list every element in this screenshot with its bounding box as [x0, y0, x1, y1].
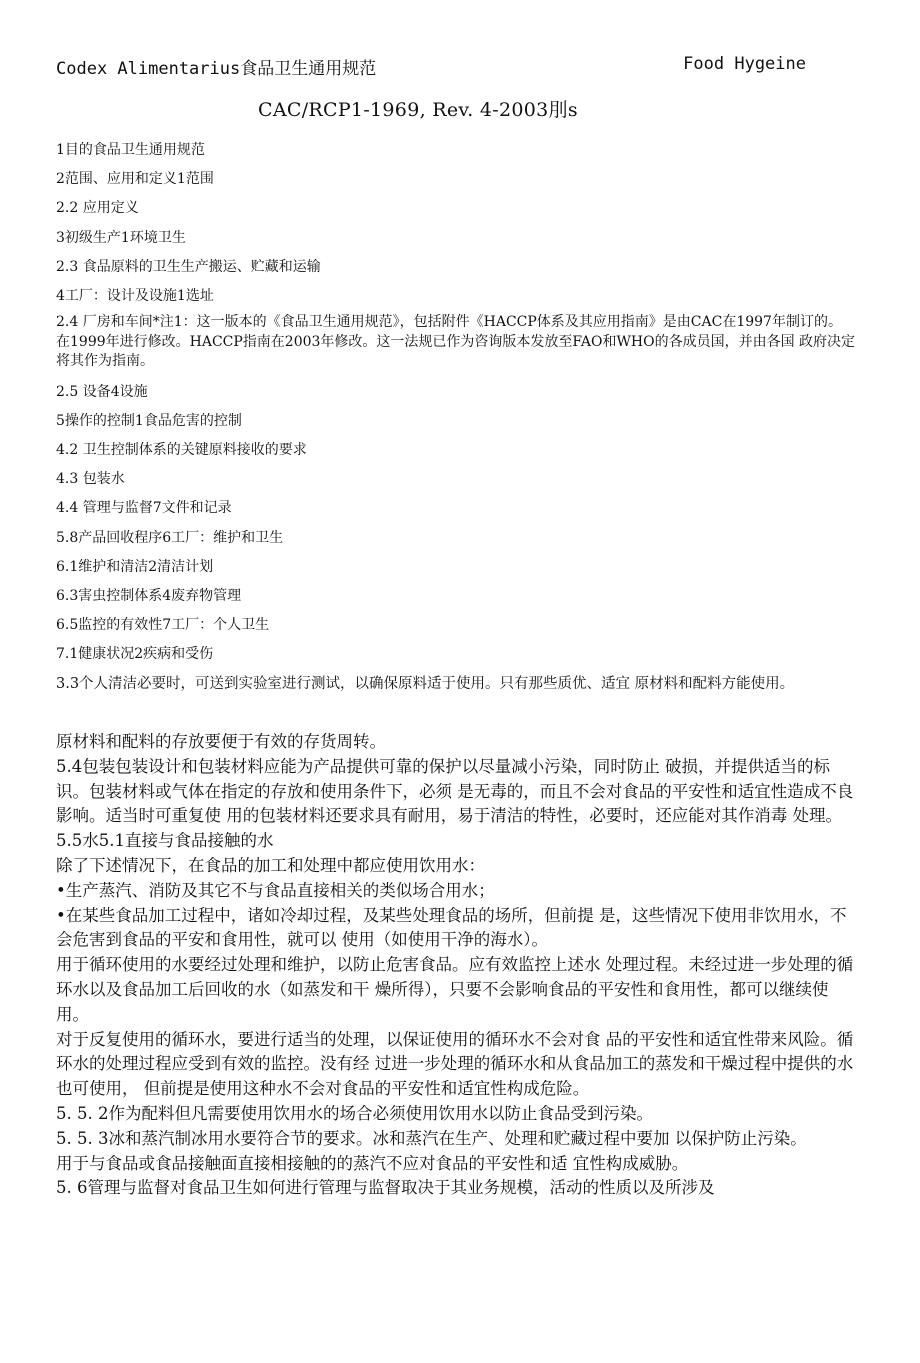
toc-item: 2范围、应用和定义1范围: [56, 171, 214, 188]
body-paragraph: 5. 5. 2作为配料但凡需要使用饮用水的场合必须使用饮用水以防止食品受到污染。: [56, 1103, 653, 1123]
toc-item: 4.3 包装水: [56, 471, 125, 488]
header-right-title: Food Hygeine: [683, 54, 806, 74]
toc-item: 4.4 管理与监督7文件和记录: [56, 500, 232, 517]
body-paragraph: 5.5水5.1直接与食品接触的水: [56, 831, 274, 851]
toc-item: 6.5监控的有效性7工厂：个人卫生: [56, 617, 270, 634]
body-text: [56, 730, 856, 1201]
toc-item: 5操作的控制1食品危害的控制: [56, 412, 242, 429]
footnote-paragraph: 2.4 厂房和车间*注1：这一版本的《食品卫生通用规范》，包括附件《HACCP体系及其应用指南》是由CAC在1997年制订的。 在1999年进行修改。HACCP指南在2003年修改。这一法规已作为咨询版本发放至FAO和WHO的各成员国，并由各国 政府决定将其作为指南。: [56, 314, 856, 370]
toc-item: 4.2 卫生控制体系的关键原料接收的要求: [56, 442, 307, 458]
body-paragraph: 除了下述情况下，在食品的加工和处理中都应使用饮用水：: [56, 855, 485, 875]
body-paragraph: 5. 6管理与监督对食品卫生如何进行管理与监督取决于其业务规模，活动的性质以及所涉及: [56, 1178, 715, 1198]
toc-item: 5.8产品回收程序6工厂：维护和卫生: [56, 529, 284, 546]
toc-item: 2.2 应用定义: [56, 200, 139, 217]
toc-item: 3初级生产1环境卫生: [56, 229, 186, 246]
toc-item: 1目的食品卫生通用规范: [56, 142, 205, 158]
body-paragraph: 用于与食品或食品接触面直接相接触的的蒸汽不应对食品的平安性和适 宜性构成威胁。: [56, 1153, 689, 1173]
toc-item: 6.1维护和清洁2清洁计划: [56, 558, 214, 575]
document-code: CAC/RCP1-1969, Rev. 4-2003刖s: [258, 99, 578, 121]
body-paragraph: 5.4包装包装设计和包装材料应能为产品提供可靠的保护以尽量减小污染，同时防止 破损，并提供适当的标识。包装材料或气体在指定的存放和使用条件下，必须 是无毒的，而且不会对食品的平安性和适宜性造成不良影响。适当时可重复使 用的包装材料还要求具有耐用，易于清洁的特性，必要时，还应能对其作消毒 处理。: [56, 756, 854, 826]
header-left-title: Codex Alimentarius食品卫生通用规范: [56, 59, 377, 79]
bullet-item: •生产蒸汽、消防及其它不与食品直接相关的类似场合用水；: [56, 880, 495, 900]
table-of-contents: [56, 140, 856, 705]
toc-item: 2.5 设备4设施: [56, 383, 148, 400]
toc-item: 7.1健康状况2疾病和受伤: [56, 646, 214, 663]
intro-paragraph: 3.3个人清洁必要时，可送到实验室进行测试，以确保原料适于使用。只有那些质优、适宜 原材料和配料方能使用。: [56, 675, 795, 692]
body-paragraph: 原材料和配料的存放要便于有效的存货周转。: [56, 732, 386, 751]
page-header: [56, 54, 806, 82]
body-paragraph: 5. 5. 3冰和蒸汽制冰用水要符合节的要求。冰和蒸汽在生产、处理和贮藏过程中要加 以保护防止污染。: [56, 1128, 807, 1148]
body-paragraph: 用于循环使用的水要经过处理和维护，以防止危害食品。应有效监控上述水 处理过程。未经过进一步处理的循环水以及食品加工后回收的水（如蒸发和干 燥所得），只要不会影响食品的平安性和食用性，都可以继续使用。: [56, 955, 854, 1024]
toc-item: 4工厂：设计及设施1选址: [56, 287, 214, 304]
toc-item: 6.3害虫控制体系4废弃物管理: [56, 587, 242, 604]
toc-item: 2.3 食品原料的卫生生产搬运、贮藏和运输: [56, 258, 321, 275]
body-paragraph: 对于反复使用的循环水，要进行适当的处理，以保证使用的循环水不会对食 品的平安性和适宜性带来风险。循环水的处理过程应受到有效的监控。没有经 过进一步处理的循环水和从食品加工的蒸发和干燥过程中提供的水也可使用， 但前提是使用这种水不会对食品的平安性和适宜性构成危险。: [56, 1029, 854, 1099]
bullet-item: •在某些食品加工过程中，诸如冷却过程，及某些处理食品的场所，但前提 是，这些情况下使用非饮用水，不会危害到食品的平安和食用性，就可以 使用（如使用干净的海水）。: [56, 905, 847, 950]
